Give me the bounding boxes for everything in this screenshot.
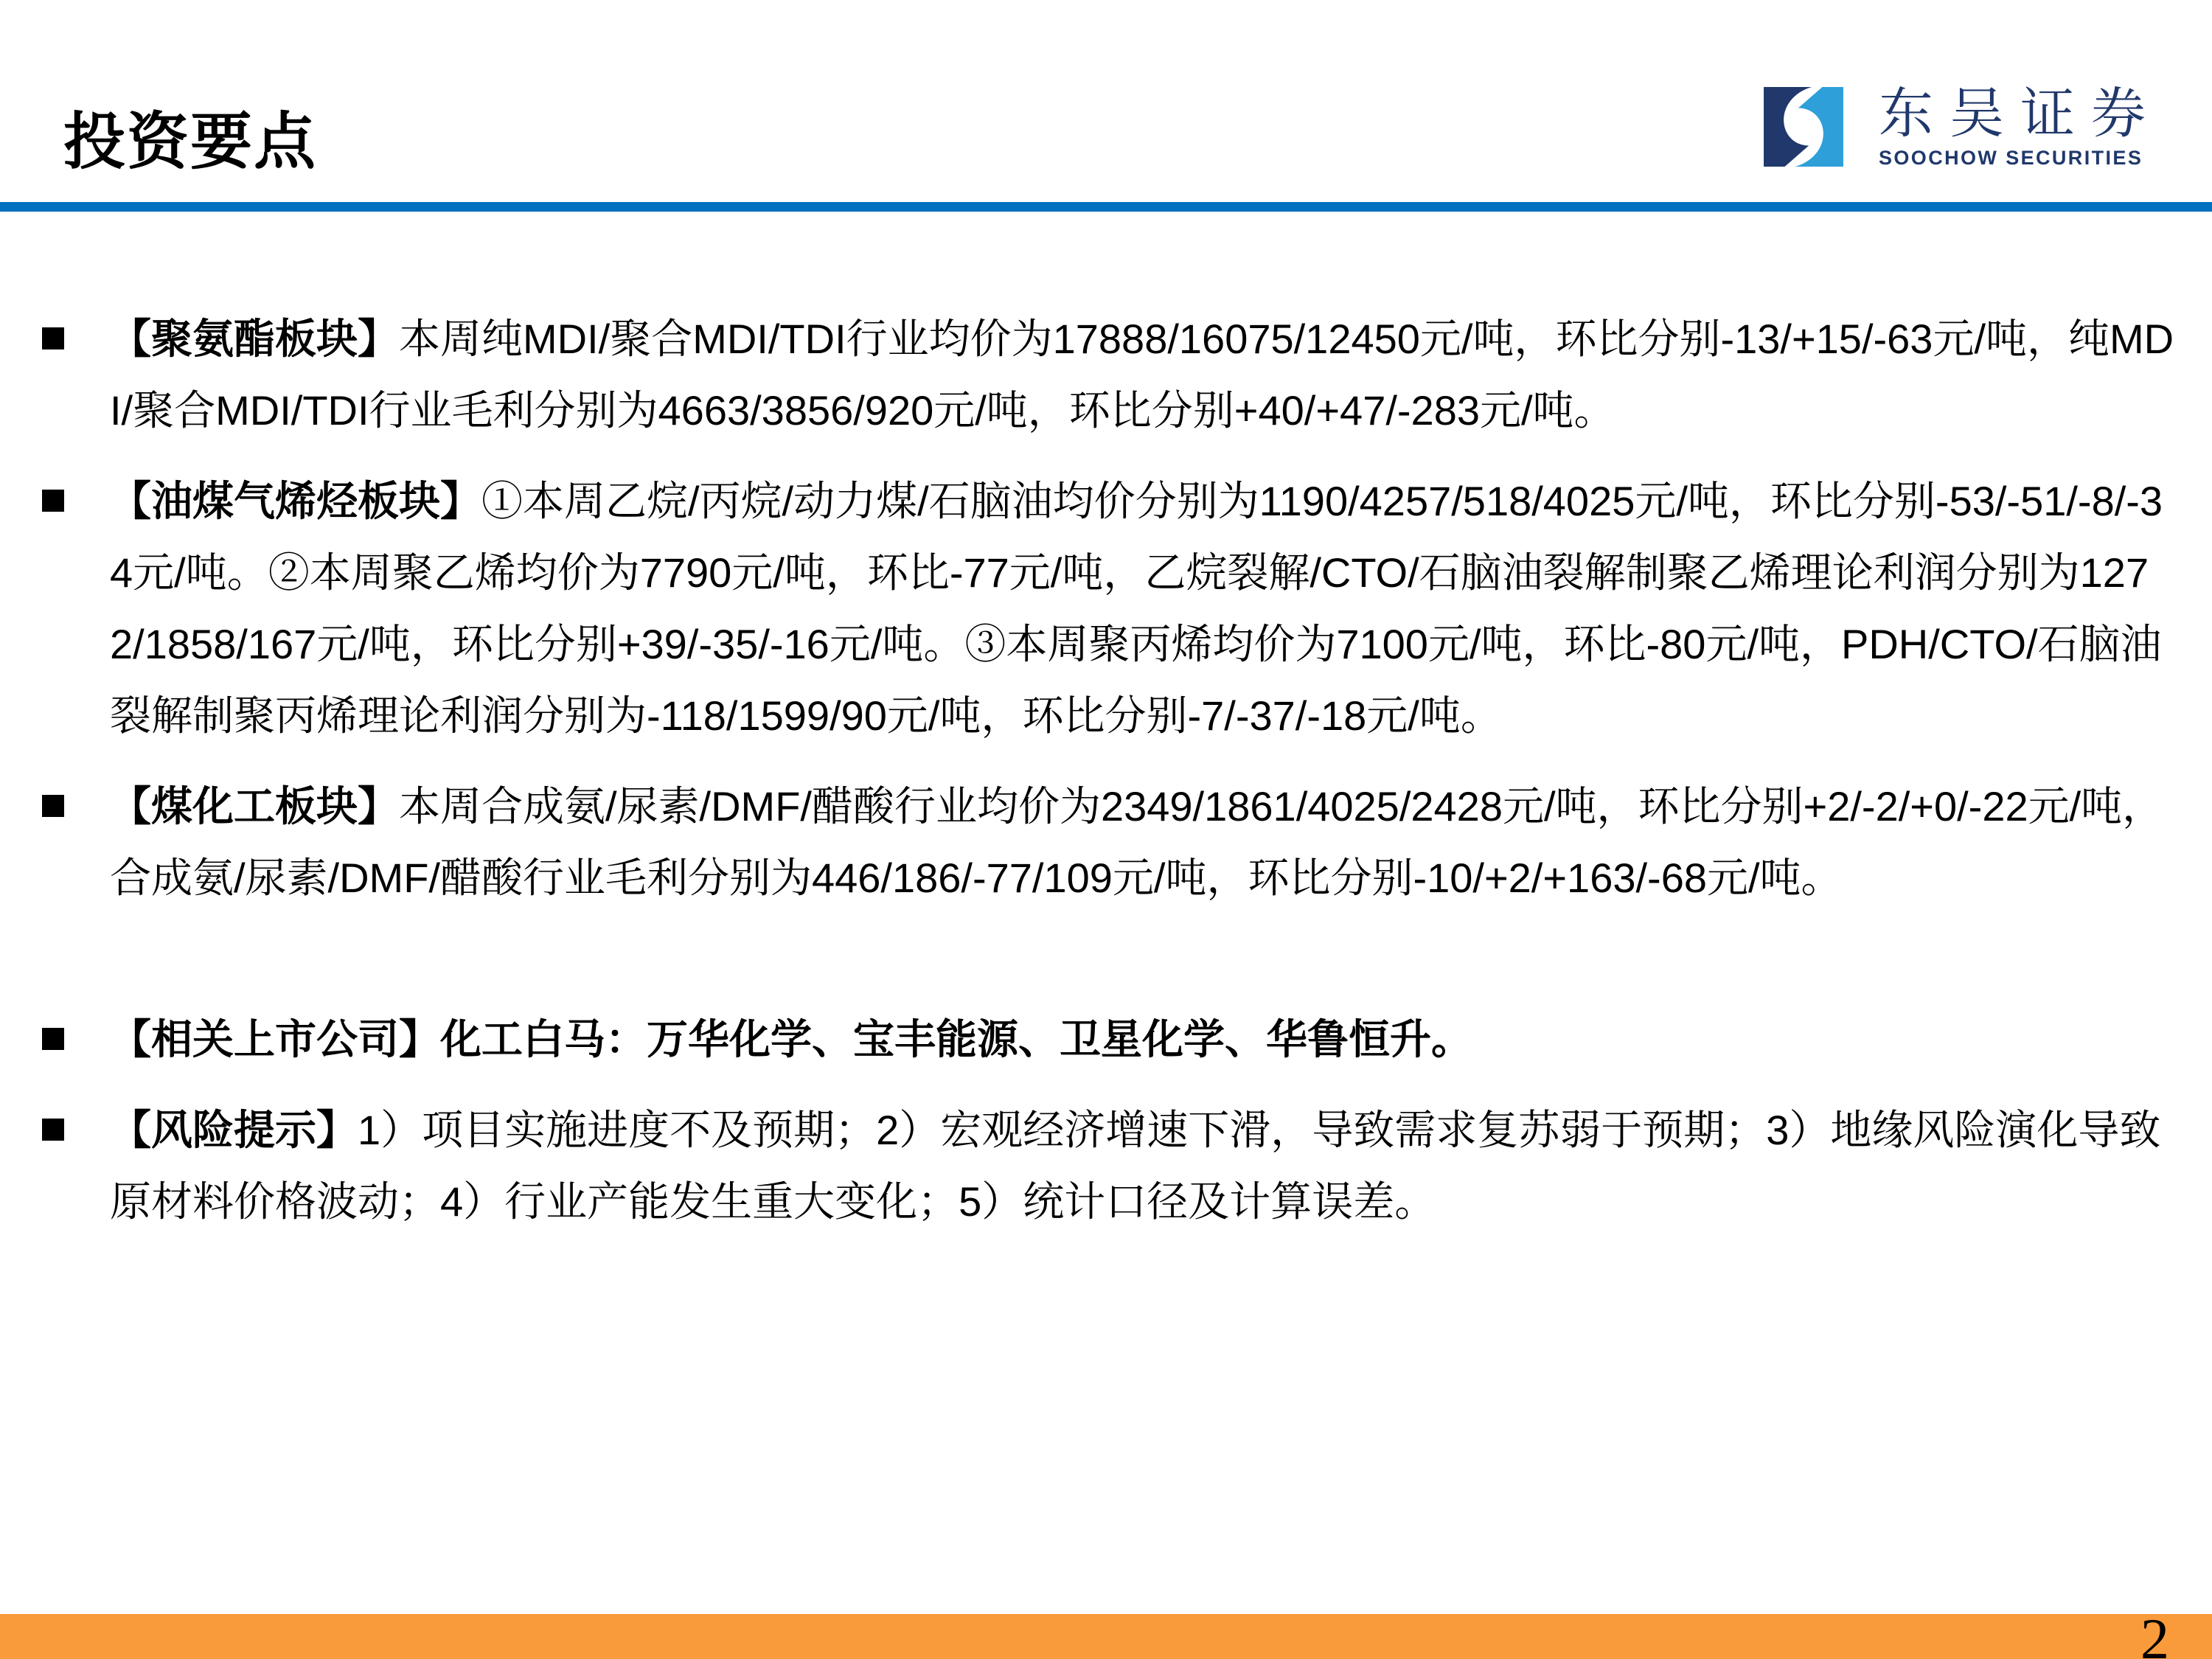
bullet-risk-warning [42,1094,2175,1237]
page-title: 投资要点 [63,107,318,176]
bullet-text [110,1094,2174,1237]
bullet-body: 本周纯MDI/聚合MDI/TDI行业均价为17888/16075/12450元/吨，环比分别-13/+15/-63元/吨，纯MDI/聚合MDI/TDI行业毛利分别为4663/3856/920元/吨，环比分别+40/+47/-283元/吨。 [110,316,2174,434]
bullet-body: ①本周乙烷/丙烷/动力煤/石脑油均价分别为1190/4257/518/4025元/吨，环比分别-53/-51/-8/-34元/吨。②本周聚乙烯均价为7790元/吨，环比-77元/吨，乙烷裂解/CTO/石脑油裂解制聚乙烯理论利润分别为1272/1858/167元/吨，环比分别+39/-35/-16元/吨。③本周聚丙烯均价为7100元/吨，环比-80元/吨，PDH/CTO/石脑油裂解制聚丙烯理论利润分别为-118/1599/90元/吨，环比分别-7/-37/-18元/吨。 [110,478,2163,739]
bullet-square-icon [42,795,64,817]
soochow-logo [1747,82,2162,169]
bullet-head: 【聚氨酯板块】 [110,316,399,362]
footer-bar [0,1614,2212,1659]
bullet-list [42,303,2175,1256]
bullet-square-icon [42,1028,64,1050]
page-number: 2 [2140,1607,2169,1659]
logo-name-en: SOOCHOW SECURITIES [1879,146,2143,169]
header-divider [0,202,2212,212]
bullet-text [110,303,2174,446]
bullet-text [110,465,2174,751]
bullet-head: 【煤化工板块】 [110,783,399,830]
bullet-square-icon [42,1119,64,1141]
soochow-logo-icon [1747,86,1860,168]
bullet-body: 本周合成氨/尿素/DMF/醋酸行业均价为2349/1861/4025/2428元/吨，环比分别+2/-2/+0/-22元/吨，合成氨/尿素/DMF/醋酸行业毛利分别为446/186/-77/109元/吨，环比分别-10/+2/+163/-68元/吨。 [110,783,2164,901]
soochow-logo-text [1879,82,2162,169]
bullet-square-icon [42,490,64,512]
bullet-body: 化工白马：万华化学、宝丰能源、卫星化学、华鲁恒升。 [440,1016,1472,1062]
bullet-text [110,771,2174,914]
bullet-head: 【风险提示】 [110,1107,358,1153]
bullet-head: 【相关上市公司】 [110,1016,440,1062]
bullet-olefins [42,465,2175,751]
bullet-listed-companies [42,1004,2175,1075]
bullet-head: 【油煤气烯烃板块】 [110,478,481,524]
logo-name-cn: 东吴证券 [1879,82,2162,144]
bullet-coal-chemical [42,771,2175,914]
bullet-polyurethane [42,303,2175,446]
bullet-square-icon [42,327,64,349]
bullet-text [110,1004,2174,1075]
bullet-body: 1）项目实施进度不及预期；2）宏观经济增速下滑，导致需求复苏弱于预期；3）地缘风险演化导致原材料价格波动；4）行业产能发生重大变化；5）统计口径及计算误差。 [110,1107,2161,1225]
